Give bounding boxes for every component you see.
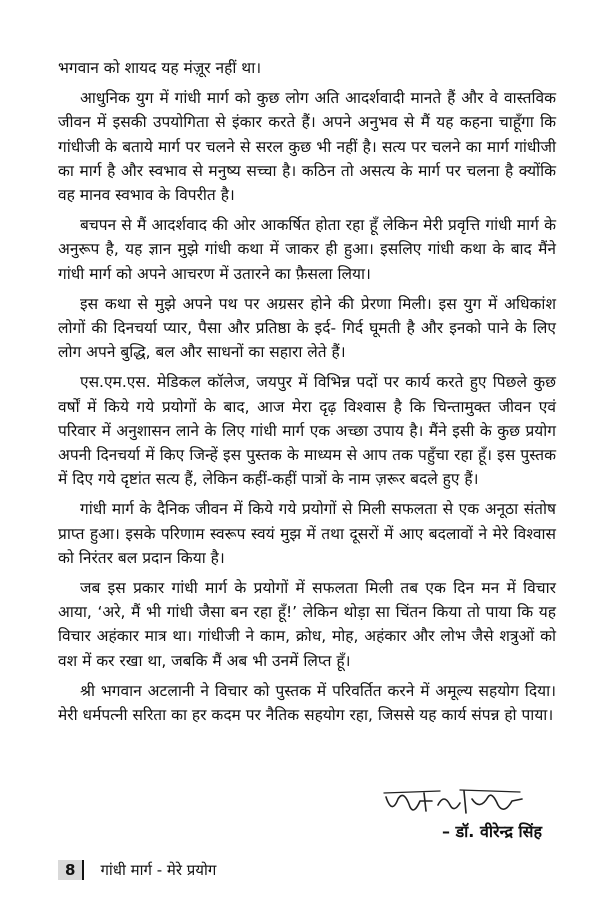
paragraph-7: जब इस प्रकार गांधी मार्ग के प्रयोगों में सफलता मिली तब एक दिन मन में विचार आया, ‘अरे, मैं भी गांधी जैसा बन रहा हूँ!’ लेकिन थोड़ा सा चिंतन किया तो पाया कि यह विचार अहंकार मात्र था। गांधीजी ने काम, क्रोध, मोह, अहंकार और लोभ जैसे शत्रुओं को वश में कर रखा था, जबकि मैं अब भी उनमें लिप्त हूँ।	[58, 579, 556, 670]
page-footer	[58, 858, 216, 882]
paragraph-5: एस.एम.एस. मेडिकल कॉलेज, जयपुर में विभिन्न पदों पर कार्य करते हुए पिछले कुछ वर्षों में किये गये प्रयोगों के बाद, आज मेरा दृढ़ विश्वास है कि चिन्तामुक्त जीवन एवं परिवार में अनुशासन लाने के लिए गांधी मार्ग एक अच्छा उपाय है। मैंने इसी के कुछ प्रयोग अपनी दिनचर्या में किए जिन्हें इस पुस्तक के माध्यम से आप तक पहुँचा रहा हूँ। इस पुस्तक में दिए गये दृष्टांत सत्य हैं, लेकिन कहीं-कहीं पात्रों के नाम ज़रूर बदले हुए हैं।	[58, 373, 556, 489]
paragraph-6: गांधी मार्ग के दैनिक जीवन में किये गये प्रयोगों से मिली सफलता से एक अनूठा संतोष प्राप्त हुआ। इसके परिणाम स्वरूप स्वयं मुझ में तथा दूसरों में आए बदलावों ने मेरे विश्वास को निरंतर बल प्रदान किया है।	[58, 500, 556, 567]
page-number: 8	[58, 860, 84, 880]
handwritten-signature	[380, 785, 530, 821]
paragraph-2: आधुनिक युग में गांधी मार्ग को कुछ लोग अति आदर्शवादी मानते हैं और वे वास्तविक जीवन में इसकी उपयोगिता से इंकार करते हैं। अपने अनुभव से मैं यह कहना चाहूँगा कि गांधीजी के बताये मार्ग पर चलने से सरल कुछ भी नहीं है। सत्य पर चलने का मार्ग गांधीजी का मार्ग है और स्वभाव से मनुष्य सच्चा है। कठिन तो असत्य के मार्ग पर चलना है क्योंकि वह मानव स्वभाव के विपरीत है।	[58, 89, 556, 205]
paragraph-3: बचपन से मैं आदर्शवाद की ओर आकर्षित होता रहा हूँ लेकिन मेरी प्रवृत्ति गांधी मार्ग के अनुरूप है, यह ज्ञान मुझे गांधी कथा में जाकर ही हुआ। इसलिए गांधी कथा के बाद मैंने गांधी मार्ग को अपने आचरण में उतारने का फ़ैसला लिया।	[58, 216, 556, 283]
book-title: गांधी मार्ग - मेरे प्रयोग	[100, 861, 217, 879]
author-signoff: – डॉ. वीरेन्द्र सिंह	[442, 822, 542, 841]
paragraph-1: भगवान को शायद यह मंज़ूर नहीं था।	[58, 59, 262, 77]
body-text	[58, 56, 556, 733]
paragraph-8: श्री भगवान अटलानी ने विचार को पुस्तक में परिवर्तित करने में अमूल्य सहयोग दिया। मेरी धर्मपत्नी सरिता का हर कदम पर नैतिक सहयोग रहा, जिससे यह कार्य संपन्न हो पाया।	[58, 681, 556, 725]
paragraph-4: इस कथा से मुझे अपने पथ पर अग्रसर होने की प्रेरणा मिली। इस युग में अधिकांश लोगों की दिनचर्या प्यार, पैसा और प्रतिष्ठा के इर्द- गिर्द घूमती है और इनको पाने के लिए लोग अपने बुद्धि, बल और साधनों का सहारा लेते हैं।	[58, 294, 556, 362]
